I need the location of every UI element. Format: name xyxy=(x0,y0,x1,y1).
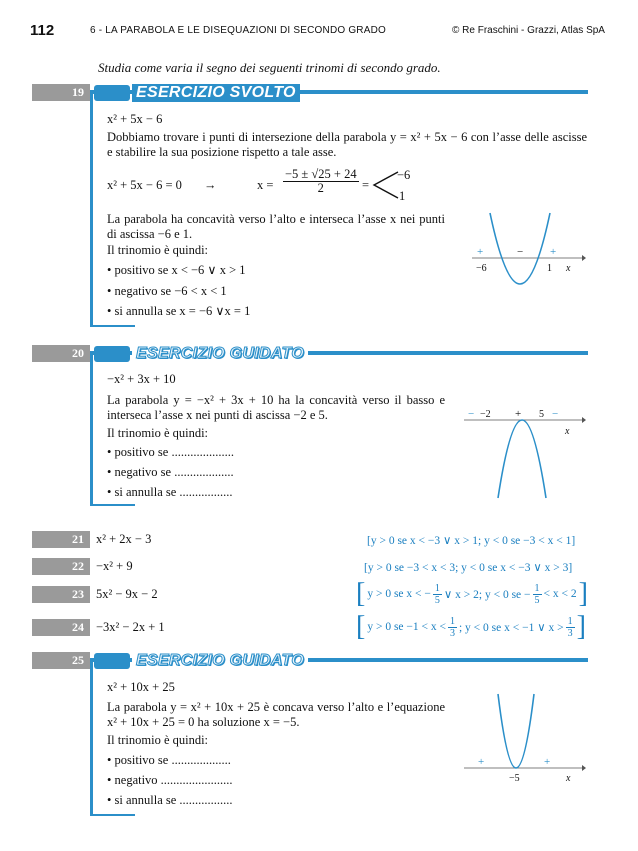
solution-fraction xyxy=(566,616,575,639)
exercise-left-rule xyxy=(90,351,93,506)
ex25-conclusion: Il trinomio è quindi: xyxy=(107,733,209,747)
graph-sign-2: + xyxy=(515,408,522,420)
ex22-solution: [y > 0 se −3 < x < 3; y < 0 se x < −3 ∨ x > 3] xyxy=(364,562,573,574)
exercise-number-20: 20 xyxy=(32,345,90,362)
ex19-trinomial: x² + 5x − 6 xyxy=(107,112,163,126)
ex25-text1: La parabola y = x² + 10x + 25 è concava verso l’alto e l’equazione x² + 10x + 25 = 0 ha soluzione x = −5. xyxy=(107,700,445,729)
ex22-trinomial: −x² + 9 xyxy=(96,559,133,573)
intro-text: Studia come varia il segno dei seguenti trinomi di secondo grado. xyxy=(98,60,441,75)
graph-sign-3: − xyxy=(552,408,559,420)
graph-sign-1: + xyxy=(478,756,485,768)
fraction-denominator: 3 xyxy=(567,627,573,639)
bullet-text: si annulla se x = −6 ∨x = 1 xyxy=(114,304,251,318)
exercise-number-22: 22 xyxy=(32,558,90,575)
ex25-bullet-2: • negativo ....................... xyxy=(107,773,233,787)
graph-tick-1: −6 xyxy=(476,263,487,274)
solution-part: ; y < 0 se x < −1 ∨ x > xyxy=(458,622,564,634)
fork-icon xyxy=(372,168,400,202)
fraction-denominator: 2 xyxy=(317,181,324,195)
ex19-equation: x² + 5x − 6 = 0 xyxy=(107,178,182,192)
bullet-text: si annulla se ................. xyxy=(114,793,233,807)
solution-fraction xyxy=(433,583,442,606)
fraction-numerator: −5 ± √25 + 24 xyxy=(285,167,357,181)
copyright: © Re Fraschini - Grazzi, Atlas SpA xyxy=(452,25,605,36)
exercise-number-23: 23 xyxy=(32,586,90,603)
exercise-label-solved: ESERCIZIO SVOLTO xyxy=(132,84,300,102)
root-bottom: 1 xyxy=(399,189,406,203)
ex23-solution: [ y > 0 se x < − $\frac{1}{5}$ ∨ x > 2; y < 0 se − $\frac{1}{5}$ < x < 2 ] xyxy=(356,578,588,609)
graph-axis-label: x xyxy=(565,426,570,437)
fraction-denominator: 3 xyxy=(449,627,455,639)
quadratic-fraction xyxy=(283,168,359,195)
chapter-title: 6 - LA PARABOLA E LE DISEQUAZIONI DI SECONDO GRADO xyxy=(90,25,387,36)
exercise-label-guided: ESERCIZIO GUIDATO xyxy=(132,345,308,363)
exercise-pill xyxy=(94,653,130,669)
graph-axis-label: x xyxy=(566,263,571,274)
ex20-trinomial: −x² + 3x + 10 xyxy=(107,372,176,386)
ex20-bullet-3: • si annulla se ................. xyxy=(107,485,233,499)
ex21-solution: [y > 0 se x < −3 ∨ x > 1; y < 0 se −3 < x < 1] xyxy=(367,535,576,547)
graph-tick-1: −2 xyxy=(480,409,491,420)
bullet-text: positivo se ................... xyxy=(114,753,231,767)
ex20-text1: La parabola y = −x² + 3x + 10 ha la concavità verso il basso e interseca l’asse x nei punti di ascissa −2 e 5. xyxy=(107,393,445,422)
ex21-trinomial: x² + 2x − 3 xyxy=(96,532,152,546)
bullet-text: positivo se x < −6 ∨ x > 1 xyxy=(114,263,246,277)
graph-axis-label: x xyxy=(566,773,571,784)
fraction-denominator: 5 xyxy=(434,594,440,606)
arrow: → xyxy=(204,178,217,192)
exercise-label-guided: ESERCIZIO GUIDATO xyxy=(132,652,308,670)
bullet-text: negativo ....................... xyxy=(114,773,233,787)
fraction-numerator: 1 xyxy=(449,615,455,627)
exercise-bottom-rule xyxy=(90,325,135,327)
exercise-bottom-rule xyxy=(90,814,135,816)
ex19-conclusion: Il trinomio è quindi: xyxy=(107,243,209,257)
exercise-number-25: 25 xyxy=(32,652,90,669)
ex20-parabola-graph xyxy=(460,372,586,502)
solution-part: < x < 2 xyxy=(543,588,577,600)
ex25-parabola-graph xyxy=(460,690,586,790)
equals-sign: = xyxy=(362,178,370,192)
graph-sign-2: + xyxy=(544,756,551,768)
solution-part: ∨ x > 2; y < 0 se − xyxy=(443,589,531,601)
solution-part: y > 0 se x < − xyxy=(367,588,431,600)
ex19-text2: La parabola ha concavità verso l’alto e interseca l’asse x nei punti di ascissa −6 e 1. xyxy=(107,212,445,241)
ex25-bullet-1: • positivo se ................... xyxy=(107,753,231,767)
ex19-parabola-graph xyxy=(468,205,586,305)
bullet-text: negativo se ................... xyxy=(114,465,234,479)
graph-sign-3: + xyxy=(550,246,557,258)
exercise-pill xyxy=(94,346,130,362)
ex19-bullet-1: • positivo se x < −6 ∨ x > 1 xyxy=(107,263,246,277)
bullet-text: si annulla se ................. xyxy=(114,485,233,499)
ex24-trinomial: −3x² − 2x + 1 xyxy=(96,620,165,634)
exercise-left-rule xyxy=(90,658,93,816)
ex19-bullet-3: • si annulla se x = −6 ∨x = 1 xyxy=(107,304,251,318)
solution-fraction xyxy=(533,583,542,606)
bullet-text: positivo se .................... xyxy=(114,445,234,459)
ex24-solution: [ y > 0 se −1 < x < $\frac{1}{3}$ ; y < 0 se x < −1 ∨ x > $\frac{1}{3}$ ] xyxy=(356,611,586,642)
ex25-bullet-3: • si annulla se ................. xyxy=(107,793,233,807)
solution-fraction xyxy=(448,616,457,639)
page-number: 112 xyxy=(30,22,55,39)
exercise-left-rule xyxy=(90,90,93,327)
root-top: −6 xyxy=(397,168,411,182)
exercise-number-21: 21 xyxy=(32,531,90,548)
fraction-numerator: 1 xyxy=(434,582,440,594)
graph-sign-1: − xyxy=(468,408,475,420)
exercise-pill xyxy=(94,85,130,101)
ex20-conclusion: Il trinomio è quindi: xyxy=(107,426,209,440)
ex19-text1: Dobbiamo trovare i punti di intersezione della parabola y = x² + 5x − 6 con l’asse delle ascisse e stabilire la sua posizione rispetto a tale asse. xyxy=(107,130,587,159)
graph-sign-2: − xyxy=(517,246,524,258)
ex20-bullet-2: • negativo se ................... xyxy=(107,465,234,479)
fraction-numerator: 1 xyxy=(567,615,573,627)
ex25-trinomial: x² + 10x + 25 xyxy=(107,680,175,694)
exercise-bottom-rule xyxy=(90,504,135,506)
exercise-number-24: 24 xyxy=(32,619,90,636)
bullet-text: negativo se −6 < x < 1 xyxy=(114,284,227,298)
graph-tick-2: 1 xyxy=(547,263,552,274)
solve-lhs: x = xyxy=(257,178,274,192)
graph-tick-2: 5 xyxy=(539,409,544,420)
exercise-number-19: 19 xyxy=(32,84,90,101)
ex20-bullet-1: • positivo se .................... xyxy=(107,445,234,459)
solution-part: y > 0 se −1 < x < xyxy=(367,621,446,633)
ex19-bullet-2: • negativo se −6 < x < 1 xyxy=(107,284,227,298)
graph-tick-1: −5 xyxy=(509,773,520,784)
ex23-trinomial: 5x² − 9x − 2 xyxy=(96,587,158,601)
graph-sign-1: + xyxy=(477,246,484,258)
fraction-denominator: 5 xyxy=(534,594,540,606)
fraction-numerator: 1 xyxy=(534,582,540,594)
